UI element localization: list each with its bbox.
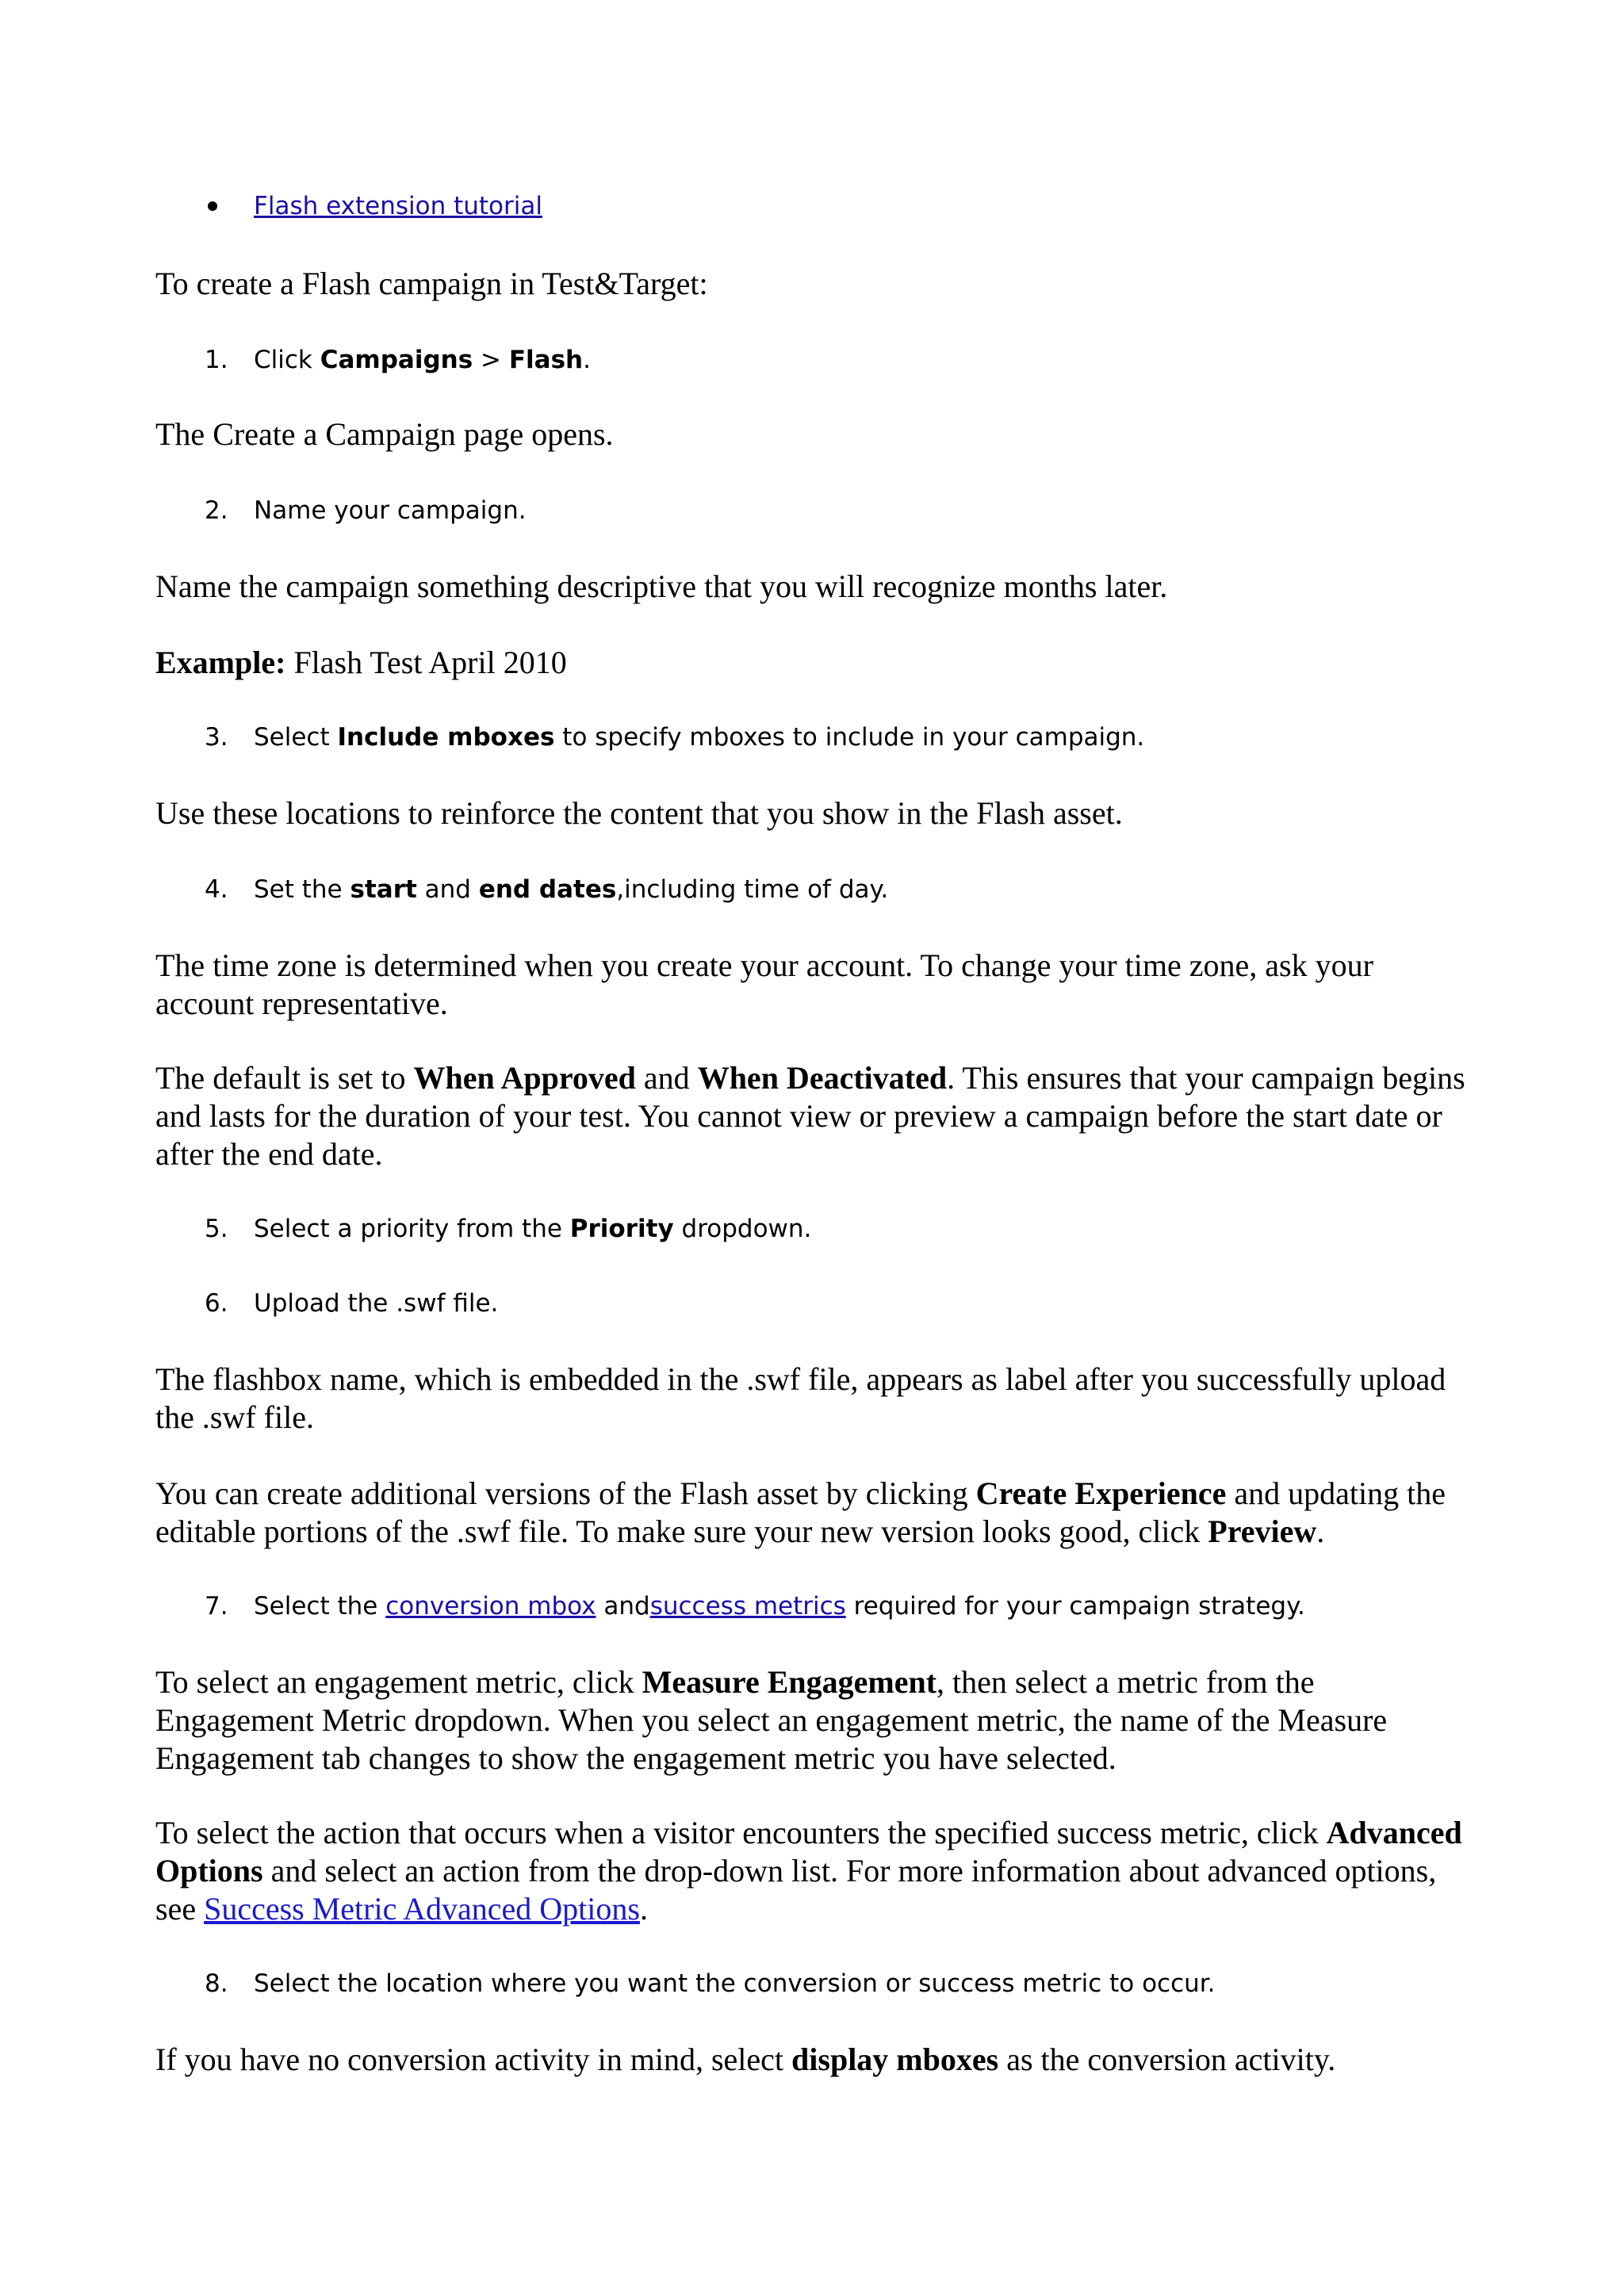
step-1-text: Click Campaigns > Flash. — [254, 346, 591, 374]
paragraph-use-locations: Use these locations to reinforce the content that you show in the Flash asset. — [155, 795, 1123, 831]
paragraph-flashbox-name: The flashbox name, which is embedded in the .swf file, appears as label after you successfully upload the .swf file. — [155, 1361, 1446, 1435]
step-5-text: Select a priority from the Priority dropdown. — [254, 1215, 812, 1243]
paragraph-engagement-metric: To select an engagement metric, click Measure Engagement, then select a metric from the Engagement Metric dropdown. When you select an engagement metric, the name of the Measure Engagement tab changes to show the engagement metric you have selected. — [155, 1664, 1388, 1776]
intro-paragraph: To create a Flash campaign in Test&Target: — [155, 266, 708, 301]
paragraph-additional-versions: You can create additional versions of the Flash asset by clicking Create Experience and updating the editable portions of the .swf file. To make sure your new version looks good, click Preview. — [155, 1475, 1446, 1549]
bullet-item — [254, 190, 542, 222]
bullet-dot — [208, 201, 217, 211]
conversion-mbox-link[interactable]: conversion mbox — [385, 1592, 596, 1621]
step-number: 6. — [205, 1289, 228, 1318]
step-6-text: Upload the .swf file. — [254, 1289, 499, 1318]
paragraph-example: Example: Flash Test April 2010 — [155, 645, 567, 680]
paragraph-name-campaign: Name the campaign something descriptive that you will recognize months later. — [155, 568, 1168, 604]
step-2-text: Name your campaign. — [254, 496, 527, 525]
step-7-text: Select the conversion mbox andsuccess metrics required for your campaign strategy. — [254, 1592, 1305, 1621]
step-number: 5. — [205, 1215, 228, 1243]
step-number: 2. — [205, 496, 228, 525]
paragraph-advanced-options: To select the action that occurs when a visitor encounters the specified success metric, click Advanced Options and select an action from the drop-down list. For more information about advanced options, see Success Metric Advanced Options. — [155, 1815, 1462, 1927]
step-4-text: Set the start and end dates,including time of day. — [254, 875, 889, 904]
step-3-text: Select Include mboxes to specify mboxes to include in your campaign. — [254, 723, 1145, 752]
success-metrics-link[interactable]: success metrics — [649, 1592, 846, 1621]
step-number: 8. — [205, 1969, 228, 1998]
paragraph-create-campaign-opens: The Create a Campaign page opens. — [155, 416, 614, 452]
step-number: 4. — [205, 875, 228, 904]
step-8-text: Select the location where you want the conversion or success metric to occur. — [254, 1969, 1216, 1998]
step-number: 3. — [205, 723, 228, 752]
paragraph-no-conversion: If you have no conversion activity in mind, select display mboxes as the conversion activity. — [155, 2042, 1336, 2077]
step-number: 1. — [205, 346, 228, 374]
flash-extension-tutorial-link[interactable]: Flash extension tutorial — [254, 192, 542, 220]
paragraph-default-dates: The default is set to When Approved and When Deactivated. This ensures that your campaign begins and lasts for the duration of your test. You cannot view or preview a campaign before the start date or after the end date. — [155, 1060, 1465, 1172]
paragraph-time-zone: The time zone is determined when you create your account. To change your time zone, ask your account representative. — [155, 947, 1373, 1021]
step-number: 7. — [205, 1592, 228, 1621]
success-metric-advanced-options-link[interactable]: Success Metric Advanced Options — [204, 1891, 640, 1927]
